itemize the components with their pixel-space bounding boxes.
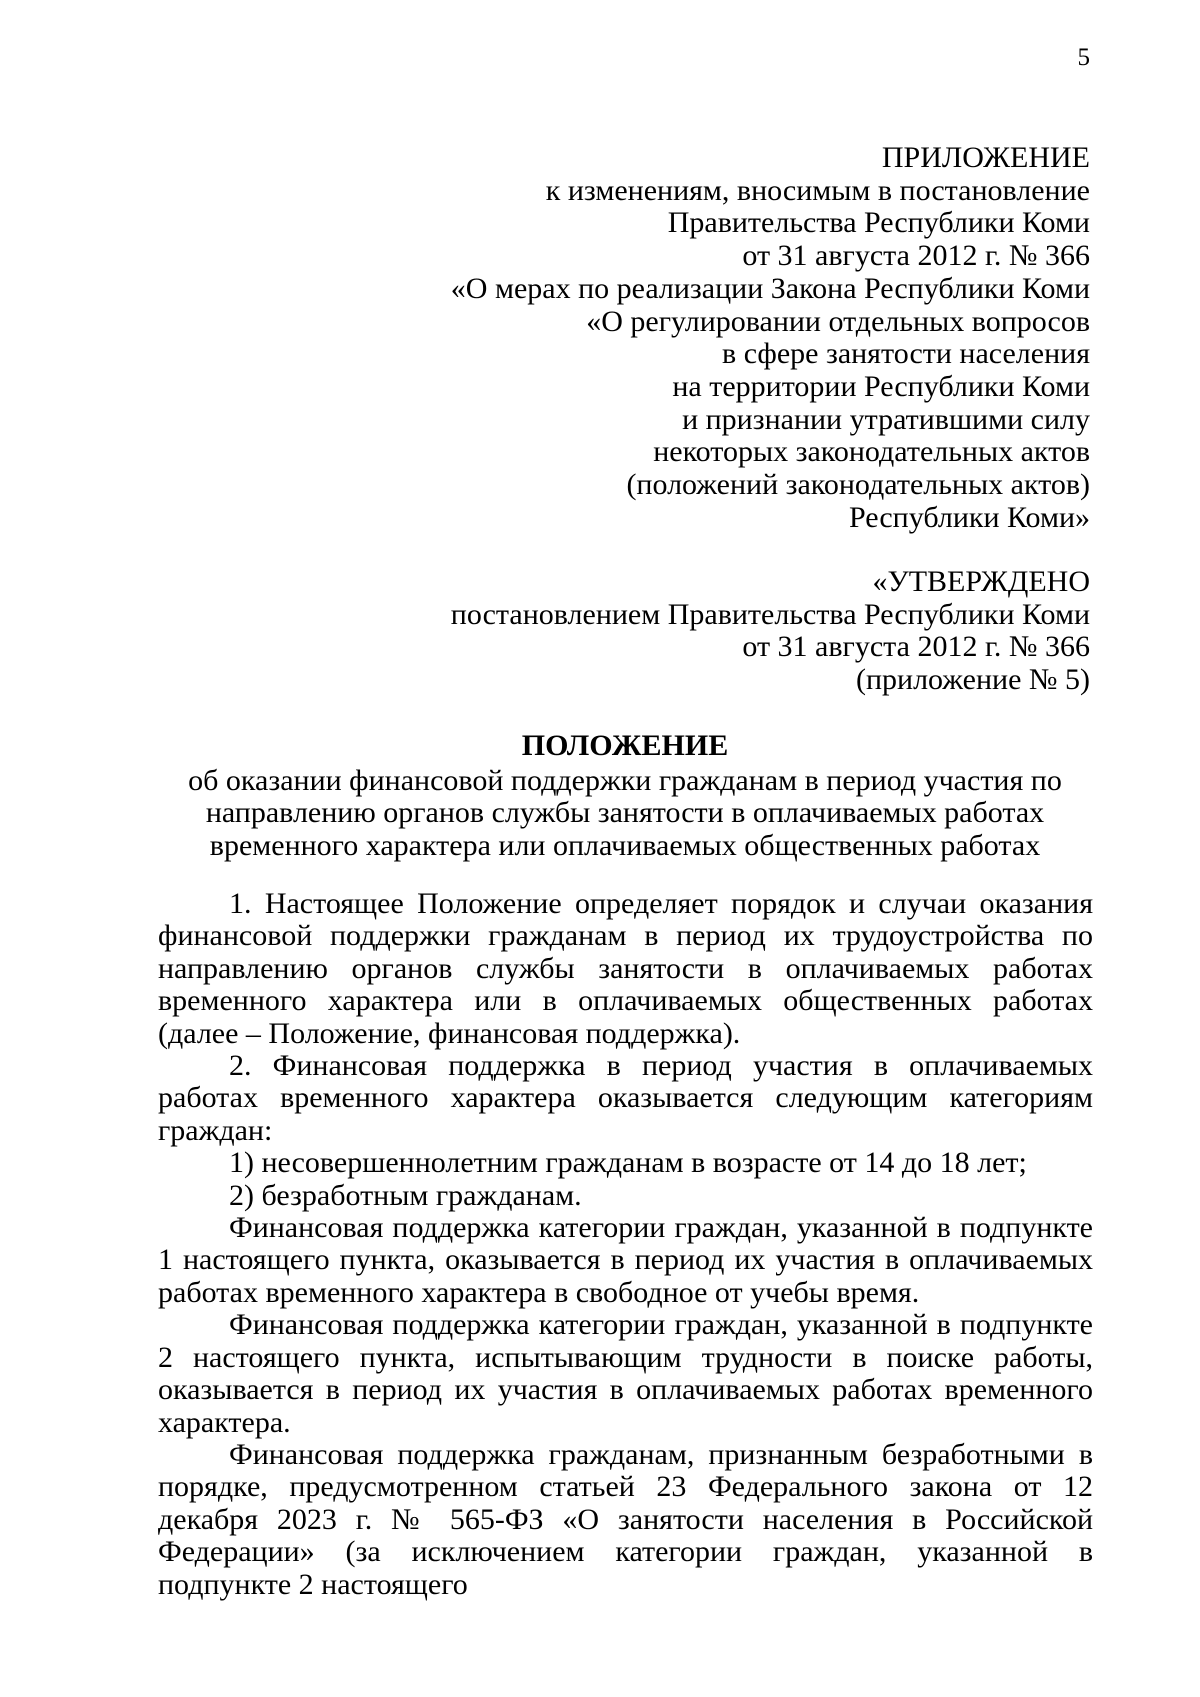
approval-line: от 31 августа 2012 г. № 366 <box>742 630 1090 664</box>
appendix-line: Правительства Республики Коми <box>667 206 1090 240</box>
approval-line: (приложение № 5) <box>855 663 1090 697</box>
approval-line: постановлением Правительства Республики Коми <box>450 597 1090 631</box>
paragraph: Финансовая поддержка категории граждан, указанной в подпункте 1 настоящего пункта, оказывается в период их участия в оплачиваемых работах временного характера в свободное от учебы время. <box>158 1211 1093 1309</box>
appendix-line: в сфере занятости населения <box>722 337 1090 371</box>
approval-stamp <box>451 566 1090 697</box>
appendix-line: некоторых законодательных актов <box>653 435 1090 469</box>
document-title: ПОЛОЖЕНИЕ <box>521 729 729 762</box>
appendix-line: «О мерах по реализации Закона Республики Коми <box>450 271 1090 305</box>
paragraph: Финансовая поддержка категории граждан, указанной в подпункте 2 настоящего пункта, испытывающим трудности в поиске работы, оказывается в период их участия в оплачиваемых работах временного характера. <box>158 1308 1093 1439</box>
appendix-line: «О регулировании отдельных вопросов <box>586 304 1090 338</box>
appendix-line: от 31 августа 2012 г. № 366 <box>742 239 1090 273</box>
page-number: 5 <box>1077 44 1090 71</box>
document-subtitle-line: об оказании финансовой поддержки гражданам в период участия по <box>188 763 1062 797</box>
appendix-line: (положений законодательных актов) <box>626 468 1090 502</box>
paragraph: 2) безработным гражданам. <box>229 1178 582 1212</box>
document-body <box>158 888 1093 1601</box>
appendix-line: Республики Коми» <box>849 500 1090 534</box>
appendix-line: ПРИЛОЖЕНИЕ <box>881 141 1090 174</box>
appendix-line: и признании утратившими силу <box>682 402 1090 436</box>
appendix-header <box>451 142 1090 534</box>
appendix-line: на территории Республики Коми <box>672 369 1090 403</box>
paragraph: 2. Финансовая поддержка в период участия в оплачиваемых работах временного характера оказывается следующим категориям граждан: <box>158 1049 1093 1147</box>
document-subtitle-line: направлению органов службы занятости в оплачиваемых работах <box>205 796 1045 829</box>
appendix-line: к изменениям, вносимым в постановление <box>545 173 1090 207</box>
approval-line: «УТВЕРЖДЕНО <box>872 565 1090 598</box>
paragraph: 1. Настоящее Положение определяет порядок и случаи оказания финансовой поддержки гражданам в период их трудоустройства по направлению органов службы занятости в оплачиваемых работах временного характера или в оплачиваемых общественных работах (далее – Положение, финансовая поддержка). <box>158 887 1093 1050</box>
document-subtitle-line: временного характера или оплачиваемых общественных работах <box>209 828 1041 862</box>
paragraph: Финансовая поддержка гражданам, признанным безработными в порядке, предусмотренном статьей 23 Федерального закона от 12 декабря 2023 г. № 565-ФЗ «О занятости населения в Российской Федерации» (за исключением категории граждан, указанной в подпункте 2 настоящего <box>158 1437 1093 1601</box>
document-heading <box>160 730 1090 862</box>
paragraph: 1) несовершеннолетним гражданам в возрасте от 14 до 18 лет; <box>229 1146 1027 1180</box>
